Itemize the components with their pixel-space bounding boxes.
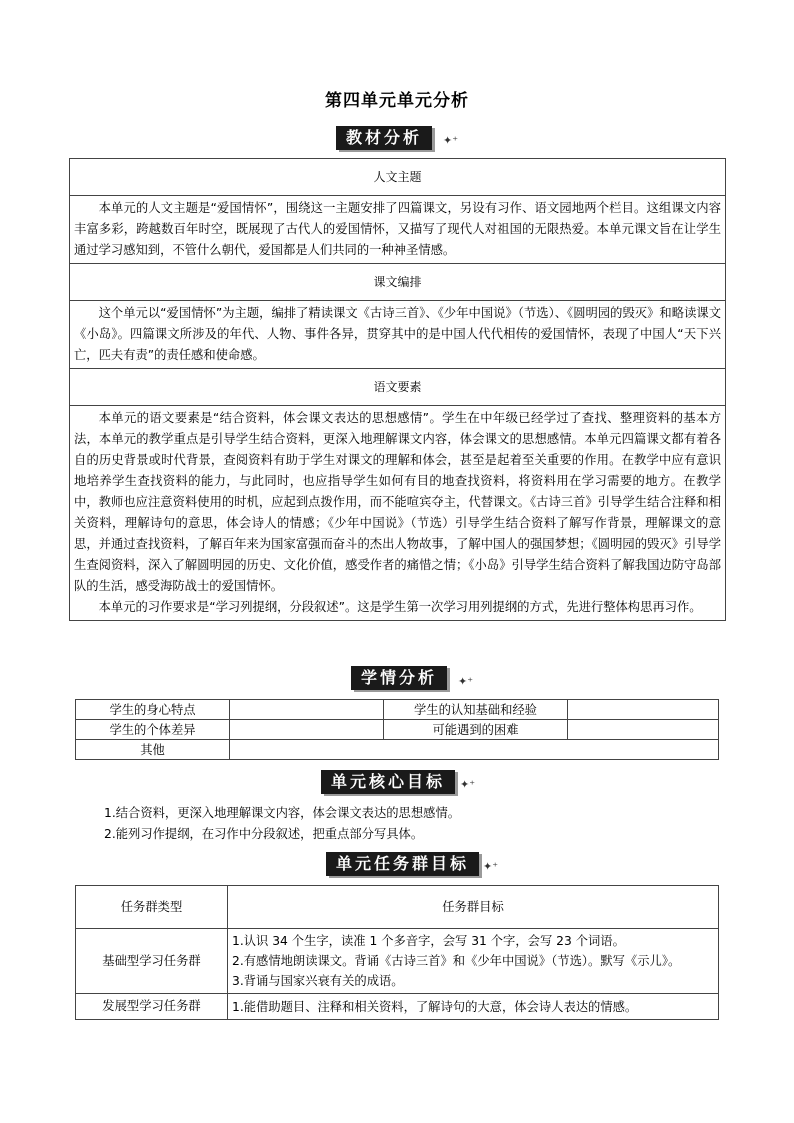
basic-goal-1: 1.认识 34 个生字，读准 1 个多音字，会写 31 个字，会写 23 个词语。 (232, 934, 625, 948)
learner-analysis-table (75, 699, 719, 760)
learner-cell-individual: 学生的个体差异 (76, 720, 230, 740)
elements-body-2: 本单元的习作要求是“学习列提纲，分段叙述”。这是学生第一次学习用列提纲的方式，先进行整体构思再习作。 (98, 600, 702, 614)
page-title: 第四单元单元分析 (325, 91, 469, 111)
arrange-header: 课文编排 (70, 264, 726, 301)
learner-cell-difficulty: 可能遇到的困难 (384, 720, 568, 740)
basic-goal-3: 3.背诵与国家兴衰有关的成语。 (232, 974, 404, 988)
sparkle-icon: ✦⁺ (443, 134, 459, 147)
section-banner-task-goals: 单元任务群目标 (326, 852, 479, 876)
section-banner-core-goals: 单元核心目标 (321, 770, 455, 794)
core-goal-1: 1.结合资料，更深入地理解课文内容，体会课文表达的思想感情。 (104, 806, 461, 820)
learner-cell-physical: 学生的身心特点 (76, 700, 230, 720)
learner-cell-individual-value (230, 720, 384, 740)
section-banner-textbook: 教材分析 (336, 126, 432, 150)
learner-cell-other-value (230, 740, 719, 760)
task-header-goals: 任务群目标 (228, 886, 719, 929)
learner-cell-physical-value (230, 700, 384, 720)
basic-goal-2: 2.有感情地朗读课文。背诵《古诗三首》和《少年中国说》（节选）。默写《示儿》。 (232, 954, 681, 968)
learner-cell-difficulty-value (568, 720, 719, 740)
learner-cell-cognitive: 学生的认知基础和经验 (384, 700, 568, 720)
learner-cell-cognitive-value (568, 700, 719, 720)
sparkle-icon: ✦⁺ (460, 778, 476, 791)
elements-header: 语文要素 (70, 369, 726, 406)
develop-goal-1: 1.能借助题目、注释和相关资料，了解诗句的大意，体会诗人表达的情感。 (232, 999, 638, 1014)
elements-body-1: 本单元的语文要素是“结合资料，体会课文表达的思想感情”。学生在中年级已经学过了查找、整理资料的基本方法，本单元的教学重点是引导学生结合资料，更深入地理解课文内容，体会课文的思想感情。本单元四篇课文都有着各自的历史背景或时代背景，查阅资料有助于学生对课文的理解和体会，甚至是起着至关重要的作用。在教学中应有意识地培养学生查找资料的能力，与此同时，也应指导学生如何有目的地查找资料，将资料用在学习需要的地方。在教学中，教师也应注意资料使用的时机，应起到点拨作用，而不能喧宾夺主，代替课文。《古诗三首》引导学生结合注释和相关资料，理解诗句的意思，体会诗人的情感；《少年中国说》（节选）引导学生结合资料了解写作背景，理解课文的意思，并通过查找资料，了解百年来为国家富强而奋斗的杰出人物故事，了解中国人的强国梦想；《圆明园的毁灭》引导学生查阅资料，深入了解圆明园的历史、文化价值，感受作者的痛惜之情；《小岛》引导学生结合资料了解我国边防守岛部队的生活，感受海防战士的爱国情怀。 (74, 411, 721, 593)
theme-body: 本单元的人文主题是“爱国情怀”，围绕这一主题安排了四篇课文，另设有习作、语文园地两个栏目。这组课文内容丰富多彩，跨越数百年时空，既展现了古代人的爱国情怀，又描写了现代人对祖国的无限热爱。本单元课文旨在让学生通过学习感知到，不管什么朝代，爱国都是人们共同的一种神圣情感。 (74, 201, 721, 257)
textbook-analysis-table (69, 158, 726, 621)
section-banner-learner: 学情分析 (351, 666, 447, 690)
basic-task-type: 基础型学习任务群 (76, 929, 228, 994)
task-header-type: 任务群类型 (76, 886, 228, 929)
learner-cell-other: 其他 (76, 740, 230, 760)
develop-task-type: 发展型学习任务群 (76, 994, 228, 1020)
core-goal-2: 2.能列习作提纲，在习作中分段叙述，把重点部分写具体。 (104, 827, 424, 841)
sparkle-icon: ✦⁺ (483, 860, 499, 873)
arrange-body: 这个单元以“爱国情怀”为主题，编排了精读课文《古诗三首》、《少年中国说》（节选）、《圆明园的毁灭》和略读课文《小岛》。四篇课文所涉及的年代、人物、事件各异，贯穿其中的是中国人代代相传的爱国情怀，表现了中国人“天下兴亡，匹夫有责”的责任感和使命感。 (74, 306, 721, 362)
sparkle-icon: ✦⁺ (458, 675, 474, 688)
task-group-table (75, 885, 719, 1020)
theme-header: 人文主题 (70, 159, 726, 196)
